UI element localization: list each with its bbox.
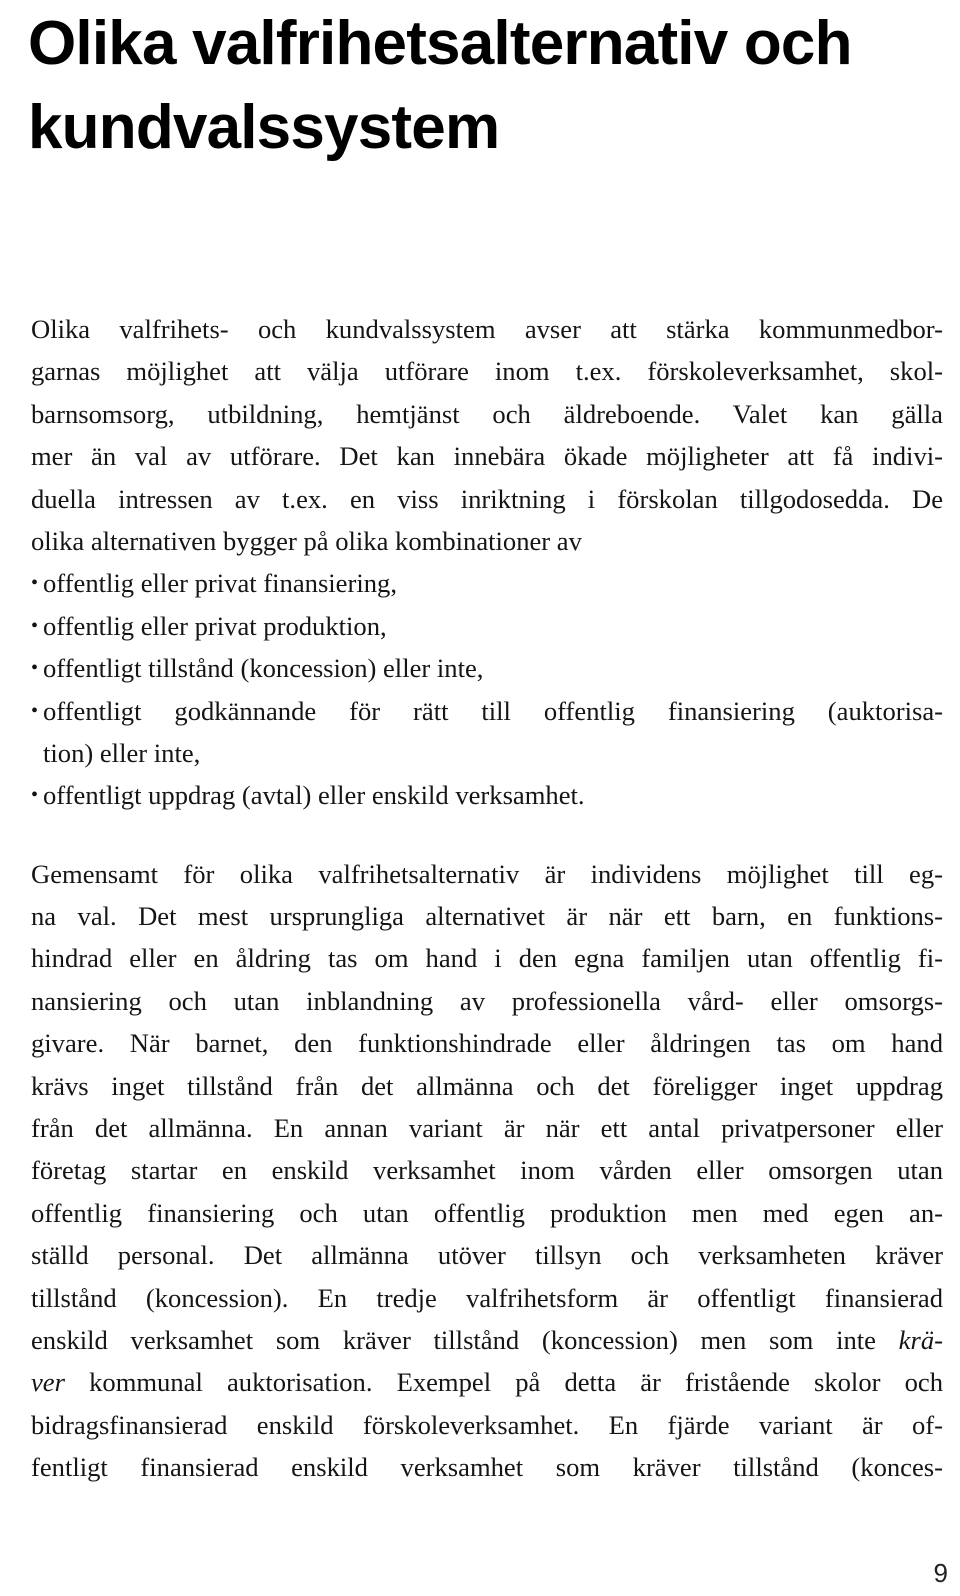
list-item-text: offentlig eller privat finansiering,: [43, 568, 397, 599]
text-line: hindrad eller en åldring tas om hand i den egna familjen utan offentlig fi-: [31, 943, 943, 974]
list-item: [31, 647, 943, 689]
text-line: företag startar en enskild verksamhet inom vården eller omsorgen utan: [31, 1155, 943, 1186]
paragraph-gap: [31, 817, 943, 853]
title-line-1: Olika valfrihetsalternativ och: [28, 9, 852, 78]
text-line: olika alternativen bygger på olika kombinationer av: [31, 525, 582, 556]
intro-paragraph: [31, 308, 943, 562]
text-line: garnas möjlighet att välja utförare inom t.ex. förskoleverksamhet, skol-: [31, 356, 943, 387]
text-line: offentlig finansiering och utan offentlig produktion men med egen an-: [31, 1197, 943, 1228]
text-line: bidragsfinansierad enskild förskoleverksamhet. En fjärde variant är of-: [31, 1409, 943, 1440]
bullet-icon: •: [31, 657, 39, 680]
text-line: mer än val av utförare. Det kan innebära ökade möjligheter att få indivi-: [31, 441, 943, 472]
list-item: [31, 690, 943, 775]
text-line: barnsomsorg, utbildning, hemtjänst och äldreboende. Valet kan gälla: [31, 398, 943, 429]
text-line: [31, 1319, 943, 1361]
text-line: tillstånd (koncession). En tredje valfrihetsform är offentligt finansierad: [31, 1282, 943, 1313]
bullet-icon: •: [31, 784, 39, 807]
title-line-2: kundvalssystem: [28, 93, 500, 162]
text-line: fentligt finansierad enskild verksamhet som kräver tillstånd (konces-: [31, 1452, 943, 1483]
italic-segment: krä-: [898, 1324, 943, 1355]
text-line: ställd personal. Det allmänna utöver tillsyn och verksamheten kräver: [31, 1240, 943, 1271]
list-item-text: offentligt godkännande för rätt till offentlig finansiering (auktorisa-: [43, 695, 943, 726]
list-item-text: offentligt tillstånd (koncession) eller inte,: [43, 653, 484, 684]
body-text: [31, 308, 943, 1489]
italic-segment: ver: [31, 1367, 65, 1398]
page-title: [28, 2, 948, 170]
list-item-text: offentligt uppdrag (avtal) eller enskild verksamhet.: [43, 780, 585, 811]
list-item: [31, 774, 943, 816]
bullet-icon: •: [31, 572, 39, 595]
page-number: 9: [933, 1558, 948, 1588]
list-item: [31, 605, 943, 647]
text-line: från det allmänna. En annan variant är när ett antal privatpersoner eller: [31, 1113, 943, 1144]
bullet-icon: •: [31, 614, 39, 637]
text-segment: kommunal auktorisation. Exempel på detta är fristående skolor och: [89, 1367, 943, 1398]
text-line: Olika valfrihets- och kundvalssystem avser att stärka kommunmedbor-: [31, 314, 943, 344]
second-paragraph: [31, 853, 943, 1489]
list-item: [31, 562, 943, 604]
text-line: [31, 1361, 943, 1403]
text-line: nansiering och utan inblandning av professionella vård- eller omsorgs-: [31, 985, 943, 1016]
text-line: Gemensamt för olika valfrihetsalternativ är individens möjlighet till eg-: [31, 858, 943, 889]
text-line: na val. Det mest ursprungliga alternativet är när ett barn, en funktions-: [31, 901, 943, 932]
text-line: duella intressen av t.ex. en viss inriktning i förskolan tillgodosedda. De: [31, 483, 943, 514]
bullet-list: [31, 562, 943, 816]
text-line: krävs inget tillstånd från det allmänna och det föreligger inget uppdrag: [31, 1070, 943, 1101]
text-line: givare. När barnet, den funktionshindrade eller åldringen tas om hand: [31, 1028, 943, 1059]
bullet-icon: •: [31, 699, 39, 722]
list-item-text: offentlig eller privat produktion,: [43, 610, 387, 641]
text-segment: enskild verksamhet som kräver tillstånd (koncession) men som inte: [31, 1324, 876, 1355]
list-item-text: tion) eller inte,: [43, 737, 201, 768]
